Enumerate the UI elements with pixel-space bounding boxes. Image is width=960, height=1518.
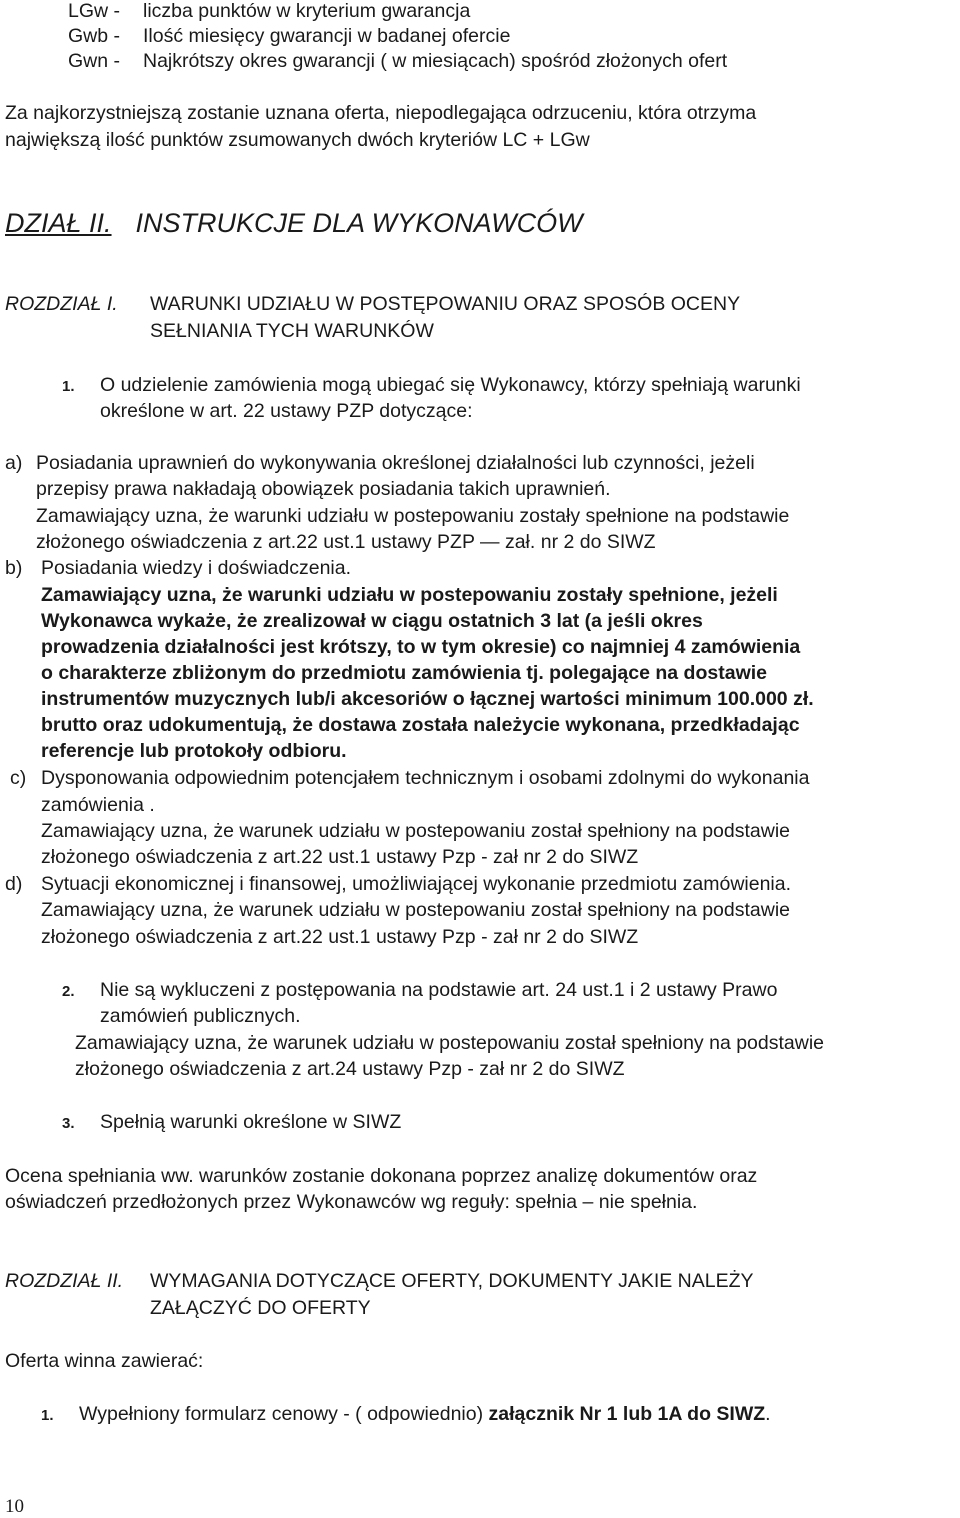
item-text: Nie są wykluczeni z postępowania na podstawie art. 24 ust.1 i 2 ustawy Prawo: [100, 979, 778, 1001]
bold-condition-line: prowadzenia działalności jest krótszy, to w tym okresie) co najmniej 4 zamówienia: [41, 636, 801, 658]
sub-item-text: złożonego oświadczenia z art.22 ust.1 ustawy Pzp - zał nr 2 do SIWZ: [41, 926, 639, 948]
chapter-heading-1: [5, 295, 740, 315]
sub-item-a: [5, 454, 755, 474]
sub-item-text: Dysponowania odpowiednim potencjałem technicznym i osobami zdolnymi do wykonania: [41, 767, 810, 789]
sub-item-d: [5, 875, 791, 895]
legend-line-gwn: [68, 52, 727, 72]
item-number: 2.: [62, 983, 75, 1000]
sub-item-label: b): [5, 557, 23, 579]
item-number: 1.: [62, 378, 75, 395]
sub-item-text: złożonego oświadczenia z art.22 ust.1 ustawy PZP — zał. nr 2 do SIWZ: [36, 531, 656, 553]
chapter-title: WYMAGANIA DOTYCZĄCE OFERTY, DOKUMENTY JAKIE NALEŻY: [150, 1270, 754, 1292]
item-text-cont: Zamawiający uzna, że warunek udziału w postepowaniu został spełniony na podstawie: [75, 1032, 825, 1054]
sub-item-text: Posiadania wiedzy i doświadczenia.: [41, 557, 352, 579]
bold-condition-line: Zamawiający uzna, że warunki udziału w postepowaniu zostały spełnione, jeżeli: [41, 584, 778, 606]
section-heading-dzial: [5, 210, 583, 237]
legend-desc: liczba punktów w kryterium gwarancja: [143, 0, 471, 22]
sub-item-text: Zamawiający uzna, że warunek udziału w postepowaniu został spełniony na podstawie: [41, 899, 791, 921]
dzial-title: INSTRUKCJE DLA WYKONAWCÓW: [135, 208, 583, 238]
page-number: 10: [5, 1496, 24, 1517]
sub-item-label: c): [10, 767, 27, 789]
item-text-cont: zamówień publicznych.: [100, 1005, 301, 1027]
legend-line-gwb: [68, 27, 510, 47]
sub-item-label: a): [5, 452, 23, 474]
item-number: 3.: [62, 1115, 75, 1132]
bold-condition-line: referencje lub protokoły odbioru.: [41, 740, 347, 762]
bold-condition-line: instrumentów muzycznych lub/i akcesoriów o łącznej wartości minimum 100.000 zł.: [41, 688, 814, 710]
offer-intro: Oferta winna zawierać:: [5, 1350, 204, 1372]
item-text-cont: złożonego oświadczenia z art.24 ustawy Pzp - zał nr 2 do SIWZ: [75, 1058, 625, 1080]
bold-condition-line: brutto oraz udokumentują, że dostawa została należycie wykonana, przedkładając: [41, 714, 800, 736]
sub-item-b: [5, 559, 351, 579]
sub-item-text: zamówienia .: [41, 794, 155, 816]
item-number: 1.: [41, 1407, 54, 1424]
item-text-cont: określone w art. 22 ustawy PZP dotyczące:: [100, 400, 473, 422]
legend-desc: Najkrótszy okres gwarancji ( w miesiącach) spośród złożonych ofert: [143, 50, 728, 72]
sub-item-text: Sytuacji ekonomicznej i finansowej, umożliwiającej wykonanie przedmiotu zamówienia.: [41, 873, 792, 895]
sub-item-text: przepisy prawa nakładają obowiązek posiadania takich uprawnień.: [36, 478, 611, 500]
legend-term: LGw -: [68, 0, 121, 22]
chapter-label: ROZDZIAŁ I.: [5, 293, 118, 315]
bold-condition-line: Wykonawca wykaże, że zrealizował w ciągu ostatnich 3 lat (a jeśli okres: [41, 610, 703, 632]
item-text: Spełnią warunki określone w SIWZ: [100, 1111, 402, 1133]
chapter-heading-2: [5, 1272, 754, 1292]
intro-line: Za najkorzystniejszą zostanie uznana oferta, niepodlegająca odrzuceniu, która otrzyma: [5, 102, 757, 124]
list-item-3: [62, 1113, 401, 1133]
list-item-1: [62, 376, 801, 396]
sub-item-text: Zamawiający uzna, że warunek udziału w postepowaniu został spełniony na podstawie: [41, 820, 791, 842]
dzial-label: DZIAŁ II.: [5, 208, 112, 238]
sub-item-text: Zamawiający uzna, że warunki udziału w postepowaniu zostały spełnione na podstawie: [36, 505, 790, 527]
offer-item-1: [41, 1405, 771, 1425]
chapter-title-cont: ZAŁĄCZYĆ DO OFERTY: [150, 1297, 371, 1319]
item-text: Wypełniony formularz cenowy - ( odpowiednio): [79, 1403, 489, 1425]
legend-term: Gwn -: [68, 50, 121, 72]
assessment-text: Ocena spełniania ww. warunków zostanie dokonana poprzez analizę dokumentów oraz: [5, 1165, 758, 1187]
sub-item-text: Posiadania uprawnień do wykonywania określonej działalności lub czynności, jeżeli: [36, 452, 755, 474]
bold-condition-line: o charakterze zbliżonym do przedmiotu zamówienia tj. polegające na dostawie: [41, 662, 767, 684]
intro-line: największą ilość punktów zsumowanych dwóch kryteriów LC + LGw: [5, 129, 590, 151]
item-text-end: .: [765, 1403, 771, 1425]
sub-item-label: d): [5, 873, 23, 895]
legend-term: Gwb -: [68, 25, 121, 47]
sub-item-text: złożonego oświadczenia z art.22 ust.1 ustawy Pzp - zał nr 2 do SIWZ: [41, 846, 639, 868]
list-item-2: [62, 981, 777, 1001]
legend-desc: Ilość miesięcy gwarancji w badanej ofercie: [143, 25, 511, 47]
chapter-title: WARUNKI UDZIAŁU W POSTĘPOWANIU ORAZ SPOSÓB OCENY: [150, 293, 741, 315]
item-text: O udzielenie zamówienia mogą ubiegać się Wykonawcy, którzy spełniają warunki: [100, 374, 801, 396]
legend-line-lgw: [68, 2, 470, 22]
chapter-title-cont: SEŁNIANIA TYCH WARUNKÓW: [150, 320, 434, 342]
chapter-label: ROZDZIAŁ II.: [5, 1270, 124, 1292]
sub-item-c: [10, 769, 810, 789]
item-text-bold: załącznik Nr 1 lub 1A do SIWZ: [488, 1403, 766, 1425]
assessment-text: oświadczeń przedłożonych przez Wykonawców wg reguły: spełnia – nie spełnia.: [5, 1191, 698, 1213]
